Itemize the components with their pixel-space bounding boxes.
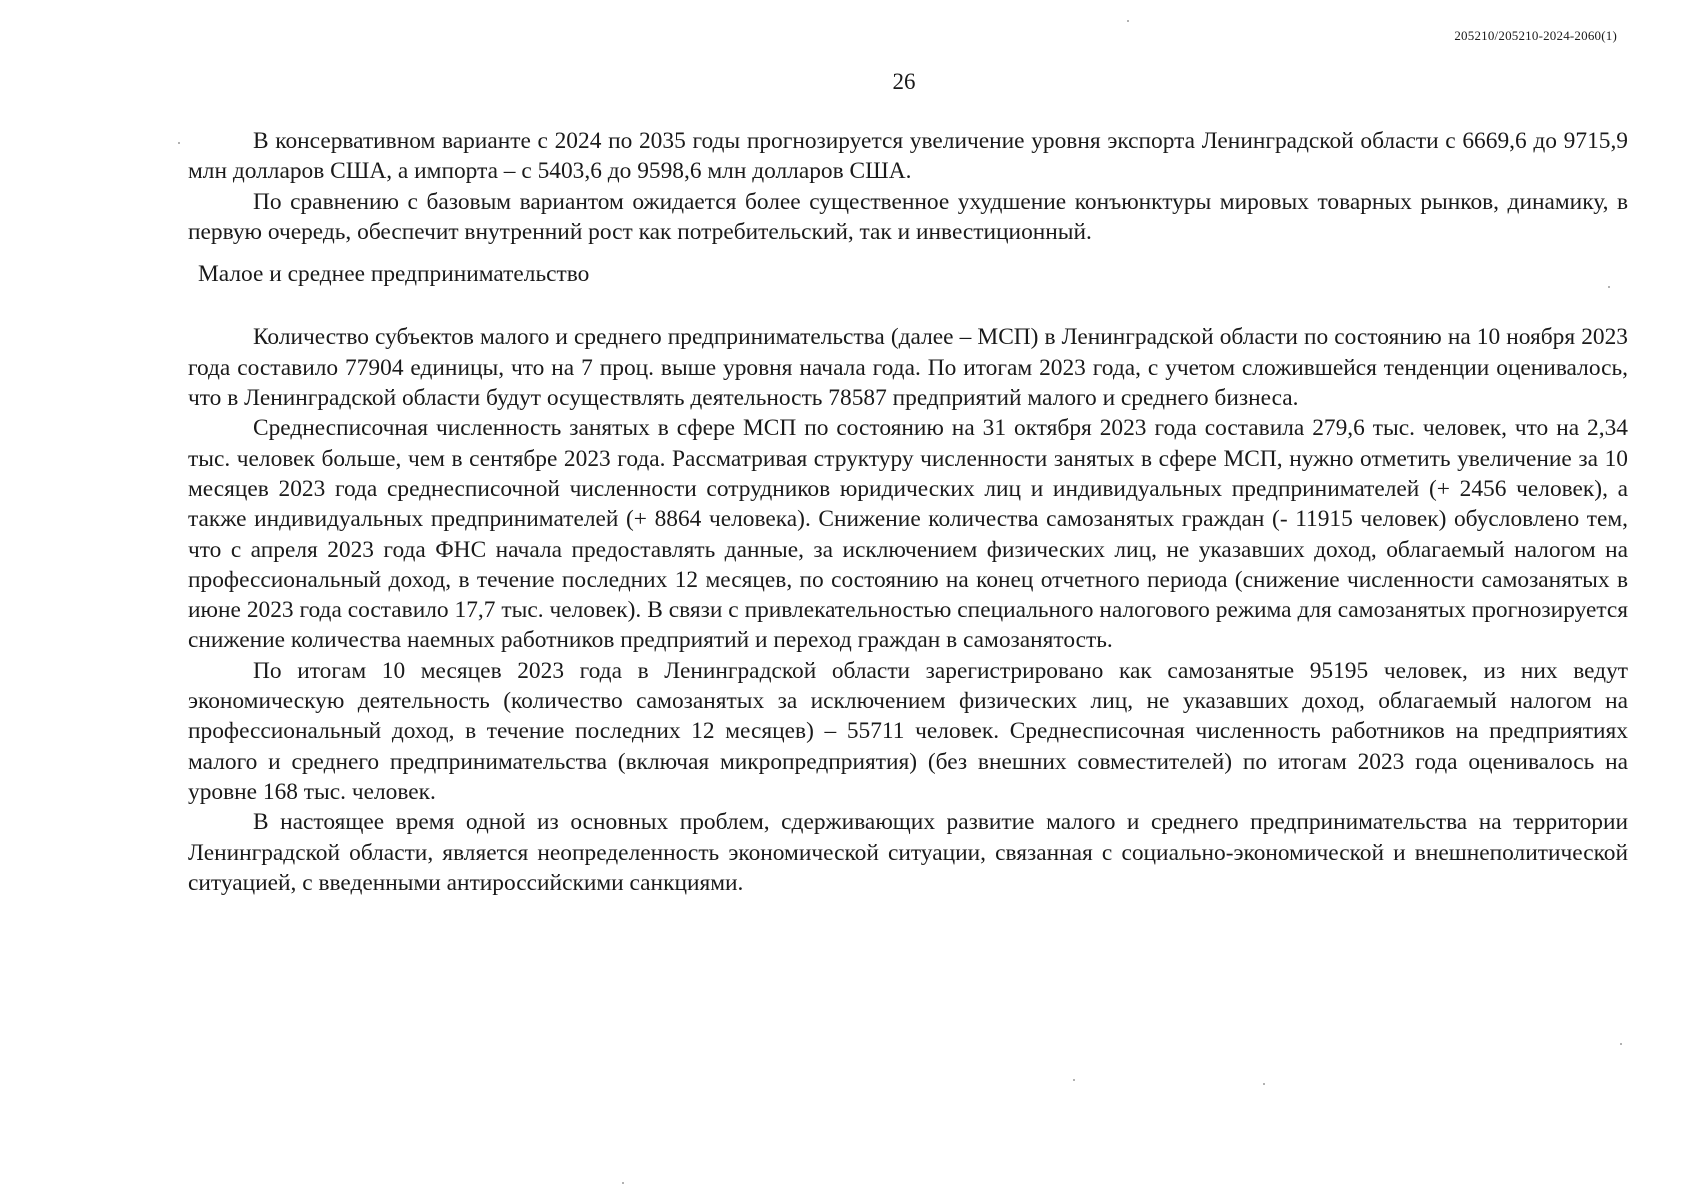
- paragraph-main-problems: В настоящее время одной из основных проблем, сдерживающих развитие малого и среднего предпринимательства на территории Ленинградской области, является неопределенность экономической ситуации, связанная с социально-экономической и внешнеполитической ситуацией, с введенными антироссийскими санкциями.: [188, 809, 1628, 896]
- scan-speck: [1620, 1043, 1622, 1045]
- document-id: 205210/205210-2024-2060(1): [1454, 28, 1617, 43]
- scan-speck: [1073, 1079, 1075, 1081]
- scan-speck: [178, 142, 180, 144]
- scan-speck: [1608, 286, 1610, 288]
- document-body: [188, 126, 1628, 898]
- page-number: 26: [892, 69, 916, 94]
- paragraph-msp-count: Количество субъектов малого и среднего предпринимательства (далее – МСП) в Ленинградской области по состоянию на 10 ноября 2023 года составило 77904 единицы, что на 7 проц. выше уровня начала года. По итогам 2023 года, с учетом сложившейся тенденции оценивалось, что в Ленинградской области будут осуществлять деятельность 78587 предприятий малого и среднего бизнеса.: [188, 324, 1628, 412]
- section-heading: Малое и среднее предпринимательство: [198, 261, 590, 288]
- paragraph-msp-employment: Среднесписочная численность занятых в сфере МСП по состоянию на 31 октября 2023 года составила 279,6 тыс. человек, что на 2,34 тыс. человек больше, чем в сентябре 2023 года. Рассматривая структуру численности занятых в сфере МСП, нужно отметить увеличение за 10 месяцев 2023 года среднесписочной численности сотрудников юридических лиц и индивидуальных предпринимателей (+ 2456 человек), а также индивидуальных предпринимателей (+ 8864 человека). Снижение количества самозанятых граждан (- 11915 человек) обусловлено тем, что с апреля 2023 года ФНС начала предоставлять данные, за исключением физических лиц, не указавших доход, облагаемый налогом на профессиональный доход, в течение последних 12 месяцев, по состоянию на конец отчетного периода (снижение численности самозанятых в июне 2023 года составило 17,7 тыс. человек). В связи с привлекательностью специального налогового режима для самозанятых прогнозируется снижение количества наемных работников предприятий и переход граждан в самозанятость.: [188, 415, 1628, 654]
- scan-speck: [622, 1182, 624, 1184]
- paragraph-self-employed: По итогам 10 месяцев 2023 года в Ленинградской области зарегистрировано как самозанятые 95195 человек, из них ведут экономическую деятельность (количество самозанятых за исключением физических лиц, не указавших доход, облагаемый налогом на профессиональный доход, в течение последних 12 месяцев) – 55711 человек. Среднесписочная численность работников на предприятиях малого и среднего предпринимательства (включая микропредприятия) (без внешних совместителей) по итогам 2023 года оценивалось на уровне 168 тыс. человек.: [188, 657, 1628, 805]
- paragraph-market-conditions: По сравнению с базовым вариантом ожидается более существенное ухудшение конъюнктуры мировых товарных рынков, динамику, в первую очередь, обеспечит внутренний рост как потребительский, так и инвестиционный.: [188, 188, 1628, 245]
- paragraph-export-forecast: В консервативном варианте с 2024 по 2035 годы прогнозируется увеличение уровня экспорта Ленинградской области с 6669,6 до 9715,9 млн долларов США, а импорта – с 5403,6 до 9598,6 млн долларов США.: [188, 128, 1628, 185]
- scan-speck: [1263, 1083, 1265, 1085]
- scan-speck: [1127, 20, 1129, 22]
